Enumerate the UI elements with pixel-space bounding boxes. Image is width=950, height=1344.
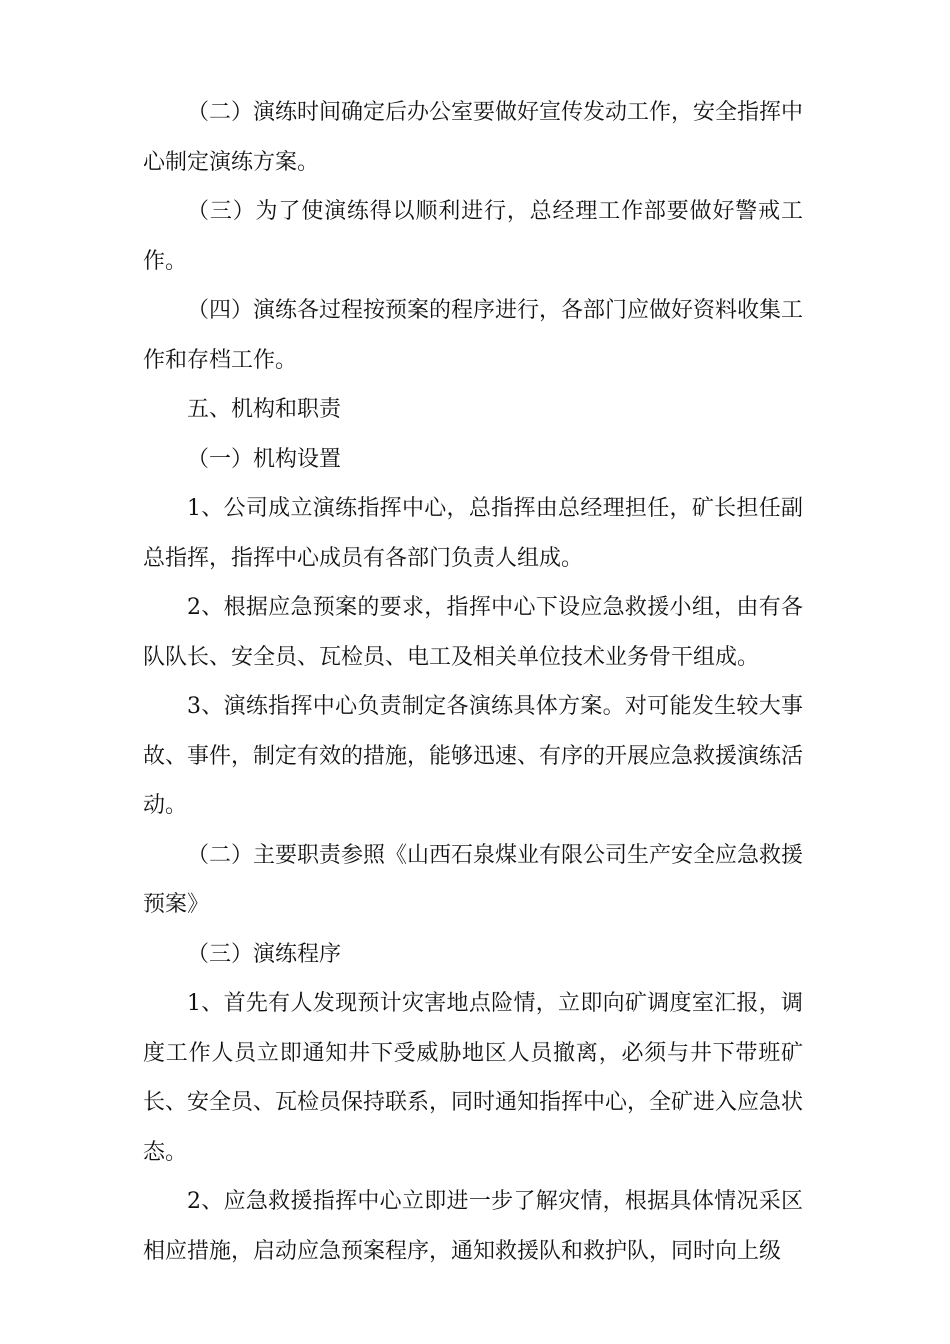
section-heading-organization: 五、机构和职责 xyxy=(187,397,342,422)
paragraph-rescue-team: 2、根据应急预案的要求，指挥中心下设应急救援小组，由有各队队长、安全员、瓦检员、电工及相关单位技术业务骨干组成。 xyxy=(143,595,803,670)
paragraph-drill-security: （三）为了使演练得以顺利进行，总经理工作部要做好警戒工作。 xyxy=(143,199,803,274)
document-body xyxy=(143,88,803,1276)
paragraph-main-duties: （二）主要职责参照《山西石泉煤业有限公司生产安全应急救援预案》 xyxy=(143,842,804,917)
subheading-organization-setup: （一）机构设置 xyxy=(187,446,342,472)
paragraph-drill-publicity: （二）演练时间确定后办公室要做好宣传发动工作，安全指挥中心制定演练方案。 xyxy=(143,100,804,175)
paragraph-command-center: 1、公司成立演练指挥中心，总指挥由总经理担任，矿长担任副总指挥，指挥中心成员有各部门负责人组成。 xyxy=(143,496,803,571)
paragraph-procedure-step-2: 2、应急救援指挥中心立即进一步了解灾情，根据具体情况采区相应措施，启动应急预案程序，通知救援队和救护队，同时向上级 xyxy=(143,1189,803,1264)
paragraph-drill-records: （四）演练各过程按预案的程序进行，各部门应做好资料收集工作和存档工作。 xyxy=(143,298,804,373)
paragraph-drill-plan: 3、演练指挥中心负责制定各演练具体方案。对可能发生较大事故、事件，制定有效的措施，能够迅速、有序的开展应急救援演练活动。 xyxy=(143,694,804,818)
paragraph-procedure-step-1: 1、首先有人发现预计灾害地点险情，立即向矿调度室汇报，调度工作人员立即通知井下受威胁地区人员撤离，必须与井下带班矿长、安全员、瓦检员保持联系，同时通知指挥中心，全矿进入应急状态。 xyxy=(143,991,804,1165)
subheading-drill-procedure: （三）演练程序 xyxy=(187,941,342,967)
